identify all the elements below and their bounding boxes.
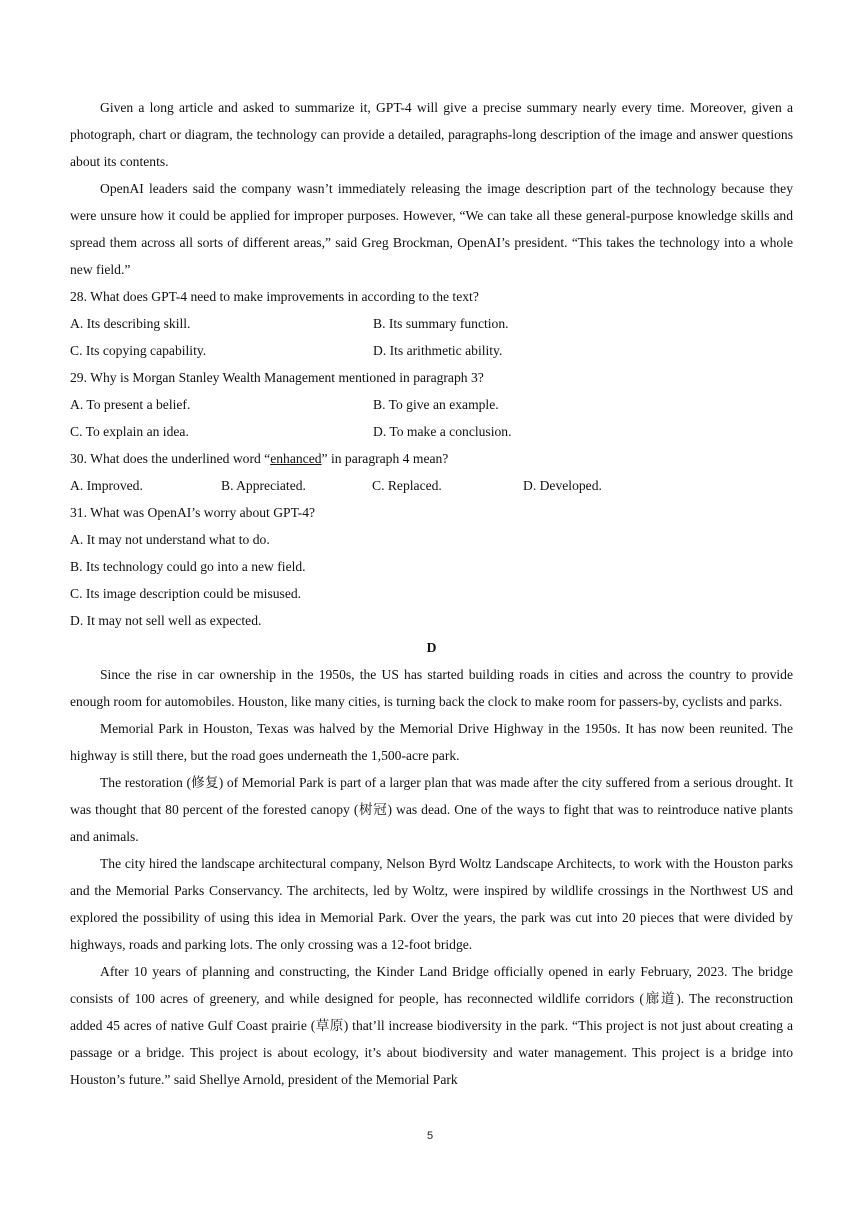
question-28-options-row-1: [70, 310, 793, 337]
question-30-stem-before: 30. What does the underlined word “: [70, 451, 271, 466]
passage-c-paragraph: OpenAI leaders said the company wasn’t immediately releasing the image description part of the technology because they were unsure how it could be applied for improper purposes. However, “We can take all these general-purpose knowledge skills and spread them across all sorts of different areas,” said Greg Brockman, OpenAI’s president. “This takes the technology into a whole new field.”: [70, 181, 793, 277]
question-30-options-row: [70, 472, 793, 499]
question-29-option-b: B. To give an example.: [373, 397, 499, 412]
passage-c-paragraph: Given a long article and asked to summarize it, GPT-4 will give a precise summary nearly every time. Moreover, given a photograph, chart or diagram, the technology can provide a detailed, paragraphs-long description of the image and answer questions about its contents.: [70, 100, 793, 169]
question-31-option-a: A. It may not understand what to do.: [70, 532, 270, 547]
question-28-options-row-2: [70, 337, 793, 364]
passage-d-paragraph: Since the rise in car ownership in the 1950s, the US has started building roads in cities and across the country to provide enough room for automobiles. Houston, like many cities, is turning back the clock to make room for passers-by, cyclists and parks.: [70, 667, 793, 709]
question-31-option-d: D. It may not sell well as expected.: [70, 613, 262, 628]
question-28-option-b: B. Its summary function.: [373, 316, 509, 331]
question-29-options-row-1: [70, 391, 793, 418]
question-29-stem: 29. Why is Morgan Stanley Wealth Management mentioned in paragraph 3?: [70, 370, 484, 385]
passage-d-paragraph: The city hired the landscape architectural company, Nelson Byrd Woltz Landscape Architects, to work with the Houston parks and the Memorial Parks Conservancy. The architects, led by Woltz, were inspired by wildlife crossings in the Northwest US and explored the possibility of using this idea in Memorial Park. Over the years, the park was cut into 20 pieces that were divided by highways, roads and parking lots. The only crossing was a 12-foot bridge.: [70, 856, 793, 952]
page-content: [70, 94, 793, 1093]
question-29-options-row-2: [70, 418, 793, 445]
underlined-word: enhanced: [270, 451, 322, 466]
question-30-option-d: D. Developed.: [523, 478, 602, 493]
question-31-option-b: B. Its technology could go into a new field.: [70, 559, 306, 574]
question-28-option-d: D. Its arithmetic ability.: [373, 343, 503, 358]
question-30-stem-after: ” in paragraph 4 mean?: [321, 451, 449, 466]
page-number: 5: [426, 1130, 434, 1142]
question-31-option-c: C. Its image description could be misused.: [70, 586, 302, 601]
question-29-option-d: D. To make a conclusion.: [373, 424, 512, 439]
question-30-option-b: B. Appreciated.: [221, 478, 306, 493]
question-28-option-a: A. Its describing skill.: [70, 316, 191, 331]
section-title: D: [426, 640, 437, 655]
question-28-option-c: C. Its copying capability.: [70, 343, 207, 358]
passage-d-paragraph: After 10 years of planning and constructing, the Kinder Land Bridge officially opened in early February, 2023. The bridge consists of 100 acres of greenery, and while designed for people, has reconnected wildlife corridors (廊道). The reconstruction added 45 acres of native Gulf Coast prairie (草原) that’ll increase biodiversity in the park. “This project is not just about creating a passage or a bridge. This project is about ecology, it’s about biodiversity and water management. This project is a bridge into Houston’s future.” said Shellye Arnold, president of the Memorial Park: [70, 964, 793, 1087]
passage-d-paragraph: Memorial Park in Houston, Texas was halved by the Memorial Drive Highway in the 1950s. It has now been reunited. The highway is still there, but the road goes underneath the 1,500-acre park.: [70, 721, 793, 763]
question-30-option-a: A. Improved.: [70, 478, 143, 493]
question-30-option-c: C. Replaced.: [372, 478, 442, 493]
question-28-stem: 28. What does GPT-4 need to make improvements in according to the text?: [70, 289, 479, 304]
passage-d-paragraph: The restoration (修复) of Memorial Park is part of a larger plan that was made after the city suffered from a serious drought. It was thought that 80 percent of the forested canopy (树冠) was dead. One of the ways to fight that was to reintroduce native plants and animals.: [70, 775, 793, 844]
question-30-stem: [70, 445, 793, 472]
question-29-option-a: A. To present a belief.: [70, 397, 191, 412]
question-29-option-c: C. To explain an idea.: [70, 424, 189, 439]
question-31-stem: 31. What was OpenAI’s worry about GPT-4?: [70, 505, 316, 520]
